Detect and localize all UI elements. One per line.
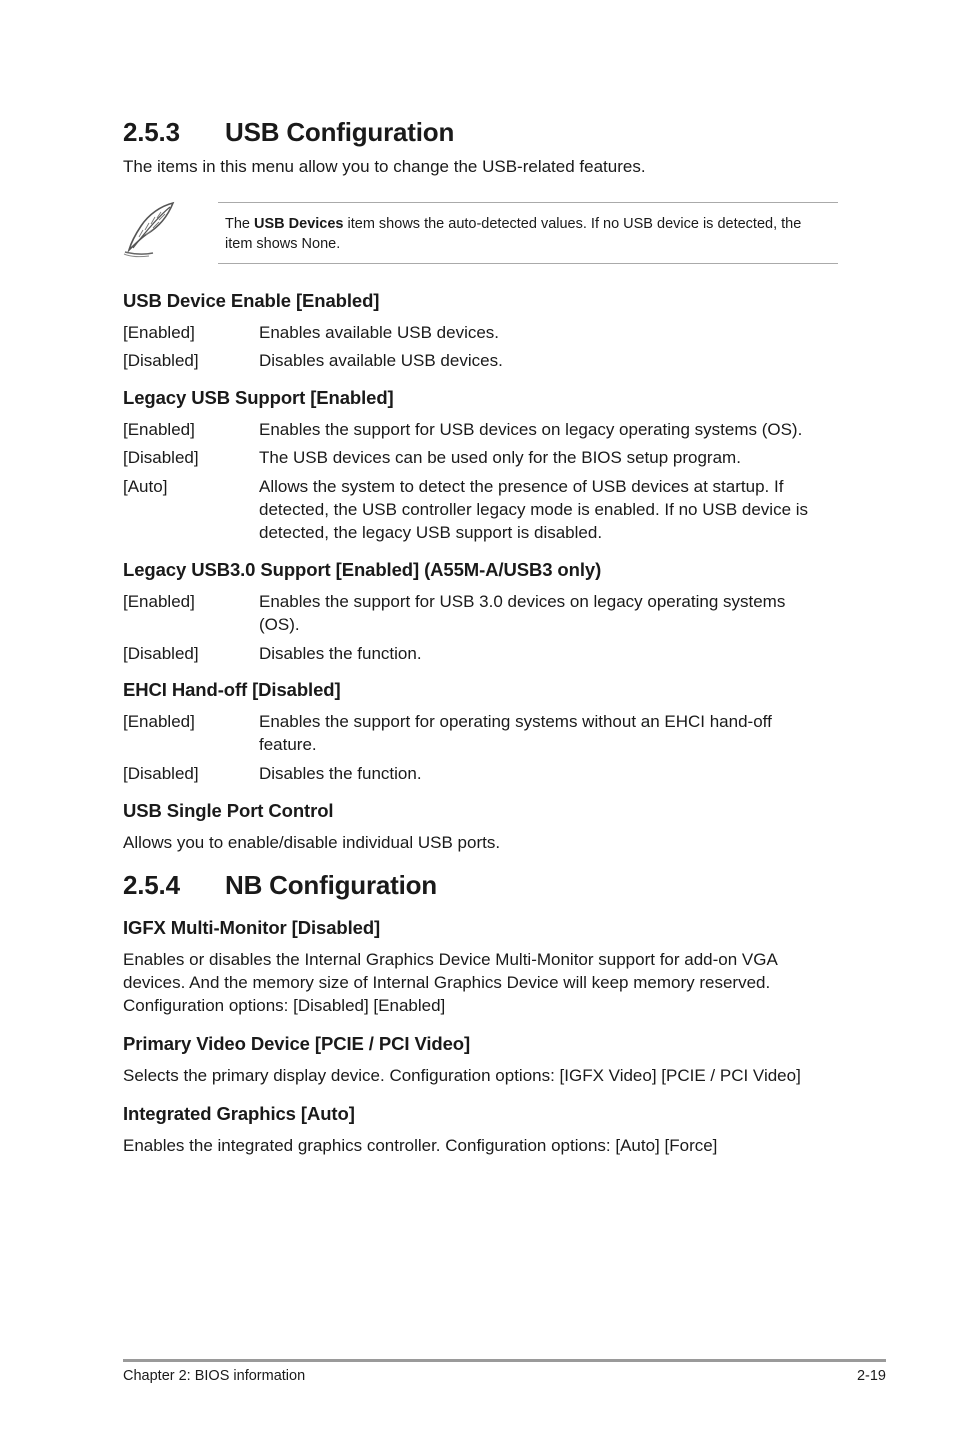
note-bold-term: USB Devices <box>254 216 344 232</box>
item-title-legacy-usb3-support: Legacy USB3.0 Support [Enabled] (A55M-A/USB3 only) <box>123 559 602 580</box>
footer-rule <box>123 1359 886 1362</box>
option-desc: Disables available USB devices. <box>259 351 503 370</box>
option-key: [Disabled] <box>123 448 199 467</box>
footer-page-number: 2-19 <box>856 1368 886 1384</box>
note-prefix: The <box>225 216 255 232</box>
item-title-usb-device-enable: USB Device Enable [Enabled] <box>123 290 380 311</box>
option-key: [Disabled] <box>123 764 199 783</box>
footer-chapter: Chapter 2: BIOS information <box>123 1368 306 1384</box>
item-text: Enables or disables the Internal Graphics Device Multi-Monitor support for add-on VGA devices. And the memory size of Internal Graphics Device will keep memory reserved. Configuration options: [Disabled] [Enabled] <box>123 950 777 1015</box>
section-intro: The items in this menu allow you to change the USB-related features. <box>123 157 646 176</box>
section-number: 2.5.3 <box>123 117 180 147</box>
item-title-legacy-usb-support: Legacy USB Support [Enabled] <box>123 387 394 408</box>
section-heading-usb-configuration <box>123 117 454 148</box>
option-desc: Enables available USB devices. <box>259 323 500 342</box>
option-key: [Disabled] <box>123 351 199 370</box>
item-text: Enables the integrated graphics controller. Configuration options: [Auto] [Force] <box>123 1136 718 1155</box>
option-desc: Enables the support for operating systems without an EHCI hand-off feature. <box>259 712 772 754</box>
item-text: Selects the primary display device. Configuration options: [IGFX Video] [PCIE / PCI Video] <box>123 1066 801 1085</box>
option-key: [Disabled] <box>123 644 199 663</box>
section-number: 2.5.4 <box>123 870 180 900</box>
option-key: [Enabled] <box>123 323 195 342</box>
item-title-integrated-graphics: Integrated Graphics [Auto] <box>123 1103 355 1124</box>
section-heading-nb-configuration <box>123 870 437 901</box>
option-desc: Disables the function. <box>259 644 422 663</box>
item-title-primary-video-device: Primary Video Device [PCIE / PCI Video] <box>123 1033 471 1054</box>
option-key: [Enabled] <box>123 420 195 439</box>
option-key: [Auto] <box>123 477 168 496</box>
option-key: [Enabled] <box>123 712 195 731</box>
option-desc: Enables the support for USB 3.0 devices on legacy operating systems (OS). <box>259 592 786 634</box>
option-key: [Enabled] <box>123 592 195 611</box>
item-title-ehci-hand-off: EHCI Hand-off [Disabled] <box>123 679 341 700</box>
note-text <box>225 214 831 254</box>
option-desc: Enables the support for USB devices on legacy operating systems (OS). <box>259 420 803 439</box>
note-box <box>218 202 838 264</box>
option-desc: Disables the function. <box>259 764 422 783</box>
note-rest: item shows the auto-detected values. If no USB device is detected, the item shows None. <box>225 216 802 252</box>
item-title-usb-single-port-control: USB Single Port Control <box>123 800 334 821</box>
option-desc: The USB devices can be used only for the BIOS setup program. <box>259 448 741 467</box>
feather-pen-icon <box>121 200 179 258</box>
item-title-igfx-multi-monitor: IGFX Multi-Monitor [Disabled] <box>123 917 381 938</box>
section-title: USB Configuration <box>225 117 455 147</box>
option-desc: Allows the system to detect the presence of USB devices at startup. If detected, the USB controller legacy mode is enabled. If no USB device is detected, the legacy USB support is disabled. <box>259 477 809 542</box>
section-title: NB Configuration <box>225 870 437 900</box>
item-text: Allows you to enable/disable individual USB ports. <box>123 833 501 852</box>
